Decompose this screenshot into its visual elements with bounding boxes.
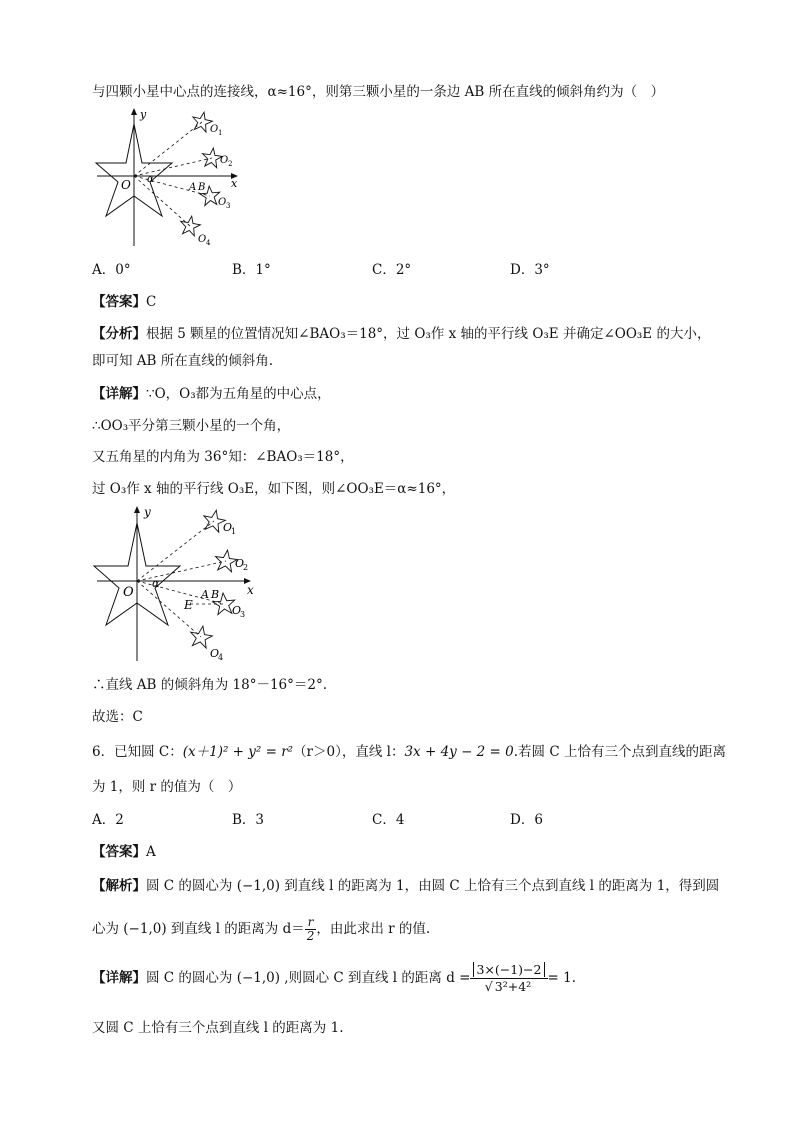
- label-o1: O: [210, 124, 219, 135]
- detail-text: ∵O，O₃都为五角星的中心点，: [146, 386, 331, 402]
- analysis-text: 根据 5 颗星的位置情况知∠BAO₃＝18°，过 O₃作 x 轴的平行线 O₃E 并确定∠OO₃E 的大小，: [146, 326, 711, 342]
- label-b: B: [198, 182, 206, 193]
- connector-o2: [137, 561, 226, 581]
- q6-line-equation: 3x + 4y − 2 = 0: [404, 744, 514, 760]
- label-o: O: [121, 178, 131, 192]
- label-x: x: [231, 177, 238, 190]
- q5-option-d: D．3°: [510, 262, 550, 278]
- label-o4: O: [210, 647, 220, 660]
- small-star-o4: [188, 624, 213, 649]
- label-o4-sub: 4: [206, 239, 211, 247]
- label-x: x: [247, 583, 254, 597]
- q5-intro: 与四颗小星中心点的连接线，α≈16°，则第三颗小星的一条边 AB 所在直线的倾斜角约为（ ）: [92, 84, 665, 100]
- q5-option-b: B．1°: [232, 262, 271, 278]
- label-o3-sub: 3: [240, 610, 246, 619]
- q5-option-a: A．0°: [92, 262, 131, 278]
- answer-value: A: [146, 844, 156, 860]
- analysis-tag: 【解析】: [92, 878, 146, 894]
- fraction-r-over-2: [305, 916, 317, 943]
- figure-1: [92, 106, 252, 255]
- analysis-tag: 【分析】: [92, 326, 146, 342]
- label-y: y: [144, 505, 151, 519]
- label-o2: O: [235, 557, 245, 570]
- q6-option-a: A．2: [92, 812, 124, 828]
- q6-stem-c: .若圆 C 上恰有三个点到直线的距离: [513, 744, 726, 760]
- distance-denominator-value: 3²+4²: [494, 979, 532, 994]
- label-o3: O: [218, 197, 227, 208]
- answer-value: C: [146, 294, 157, 310]
- q6-option-d: D．6: [510, 812, 543, 828]
- label-a: A: [189, 182, 197, 193]
- y-axis-arrow-icon: [131, 108, 137, 115]
- q6-analysis-line2: [92, 915, 430, 943]
- answer-tag: 【答案】: [92, 844, 146, 860]
- q5-option-c: C．2°: [372, 262, 412, 278]
- q5-analysis-line1: [92, 324, 710, 344]
- label-o2-sub: 2: [228, 160, 233, 168]
- q6-answer-line: [92, 842, 156, 862]
- q6-stem-line1: [92, 742, 726, 762]
- q5-detail-line4: 过 O₃作 x 轴的平行线 O₃E，如下图，则∠OO₃E＝α≈16°，: [92, 481, 456, 497]
- distance-fraction: [470, 962, 547, 995]
- label-b: B: [211, 588, 220, 601]
- label-e: E: [184, 598, 193, 612]
- distance-denominator: √ 3²+4²: [484, 979, 532, 994]
- q6-detail-line2: 又圆 C 上恰有三个点到直线 l 的距离为 1.: [92, 1020, 344, 1036]
- q5-choice: 故选：C: [92, 709, 143, 725]
- connector-o1: [137, 521, 214, 581]
- detail-text: 圆 C 的圆心为 (−1,0) ,则圆心 C 到直线 l 的距离 d =: [146, 970, 471, 986]
- figure-2: [92, 503, 272, 669]
- distance-numerator: [470, 962, 547, 979]
- q5-conclusion: ∴直线 AB 的倾斜角为 18°－16°＝2°.: [92, 677, 328, 693]
- analysis-line2-a: 心为 (−1,0) 到直线 l 的距离为 d＝: [92, 921, 305, 937]
- q6-analysis-line1: [92, 876, 719, 896]
- y-axis-arrow-icon: [134, 506, 140, 513]
- answer-tag: 【答案】: [92, 294, 146, 310]
- connector-o1: [134, 122, 202, 176]
- detail-tag: 【详解】: [92, 970, 146, 986]
- label-a: A: [201, 588, 209, 601]
- label-o3: O: [232, 604, 242, 617]
- q6-circle-equation: (x＋1)² + y² = r²: [182, 744, 294, 760]
- q6-option-c: C．4: [372, 812, 405, 828]
- detail-result: = 1.: [547, 970, 576, 986]
- q6-stem-line2: 为 1，则 r 的值为（ ）: [92, 779, 242, 795]
- label-o2: O: [220, 155, 229, 166]
- label-o4-sub: 4: [218, 653, 224, 662]
- fraction-denominator: 2: [306, 929, 315, 943]
- label-o1-sub: 1: [231, 527, 237, 536]
- q6-option-b: B．3: [232, 812, 265, 828]
- q5-answer-line: [92, 292, 156, 312]
- label-o2-sub: 2: [243, 563, 249, 572]
- fraction-numerator: r: [305, 916, 317, 930]
- q5-detail-line2: ∴OO₃平分第三颗小星的一个角，: [92, 418, 291, 434]
- label-alpha: α: [147, 174, 154, 185]
- analysis-line2-b: ，由此求出 r 的值.: [316, 921, 431, 937]
- q5-detail-line3: 又五角星的内角为 36°知：∠BAO₃＝18°，: [92, 449, 354, 465]
- detail-tag: 【详解】: [92, 386, 146, 402]
- q5-analysis-line2: 即可知 AB 所在直线的倾斜角.: [92, 353, 274, 369]
- connector-o4: [134, 176, 190, 226]
- label-y: y: [140, 108, 147, 121]
- q5-detail-line1: [92, 384, 331, 404]
- q6-detail-line1: [92, 960, 576, 996]
- q6-stem-a: 6．已知圆 C：: [92, 744, 183, 760]
- label-alpha: α: [152, 577, 160, 590]
- q6-stem-b: （r＞0），直线 l：: [293, 744, 405, 760]
- label-o3-sub: 3: [226, 202, 231, 210]
- analysis-text: 圆 C 的圆心为 (−1,0) 到直线 l 的距离为 1，由圆 C 上恰有三个点到直线 l 的距离为 1，得到圆: [146, 878, 720, 894]
- label-o4: O: [198, 234, 207, 245]
- distance-numerator-value: 3×(−1)−2: [473, 962, 544, 977]
- label-o1-sub: 1: [218, 129, 223, 137]
- label-o1: O: [223, 521, 233, 534]
- label-o: O: [123, 585, 134, 600]
